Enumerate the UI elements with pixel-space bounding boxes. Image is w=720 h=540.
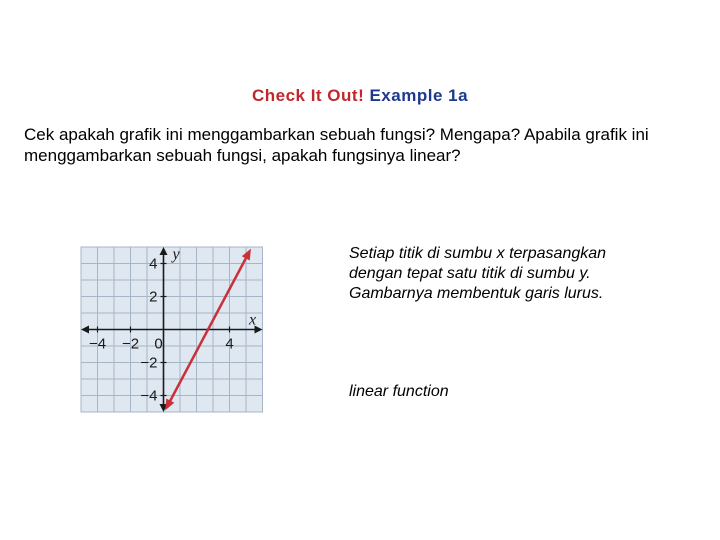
title-example: Example 1a <box>364 86 469 105</box>
x-axis-name: x <box>248 311 257 329</box>
x-tick-label: −2 <box>121 335 140 353</box>
function-graph <box>78 244 257 414</box>
x-tick-label: 4 <box>225 335 234 353</box>
y-tick-label: 2 <box>149 288 158 306</box>
y-tick-label: −2 <box>140 354 158 372</box>
x-tick-label: −4 <box>88 335 107 353</box>
title-highlight: Check It Out! <box>251 86 365 105</box>
slide-title <box>0 86 720 106</box>
y-axis-name: y <box>172 246 180 263</box>
answer-text: linear function <box>349 383 449 400</box>
question-text: Cek apakah grafik ini menggambarkan sebuah fungsi? Mengapa? Apabila grafik ini menggambarkan sebuah fungsi, apakah fungsinya linear? <box>24 125 649 165</box>
y-tick-label: −4 <box>140 387 158 405</box>
explanation-text: Setiap titik di sumbu x terpasangkan dengan tepat satu titik di sumbu y. Gambarnya membentuk garis lurus. <box>349 245 607 302</box>
x-tick-label: 0 <box>154 335 163 353</box>
y-tick-label: 4 <box>149 255 158 273</box>
